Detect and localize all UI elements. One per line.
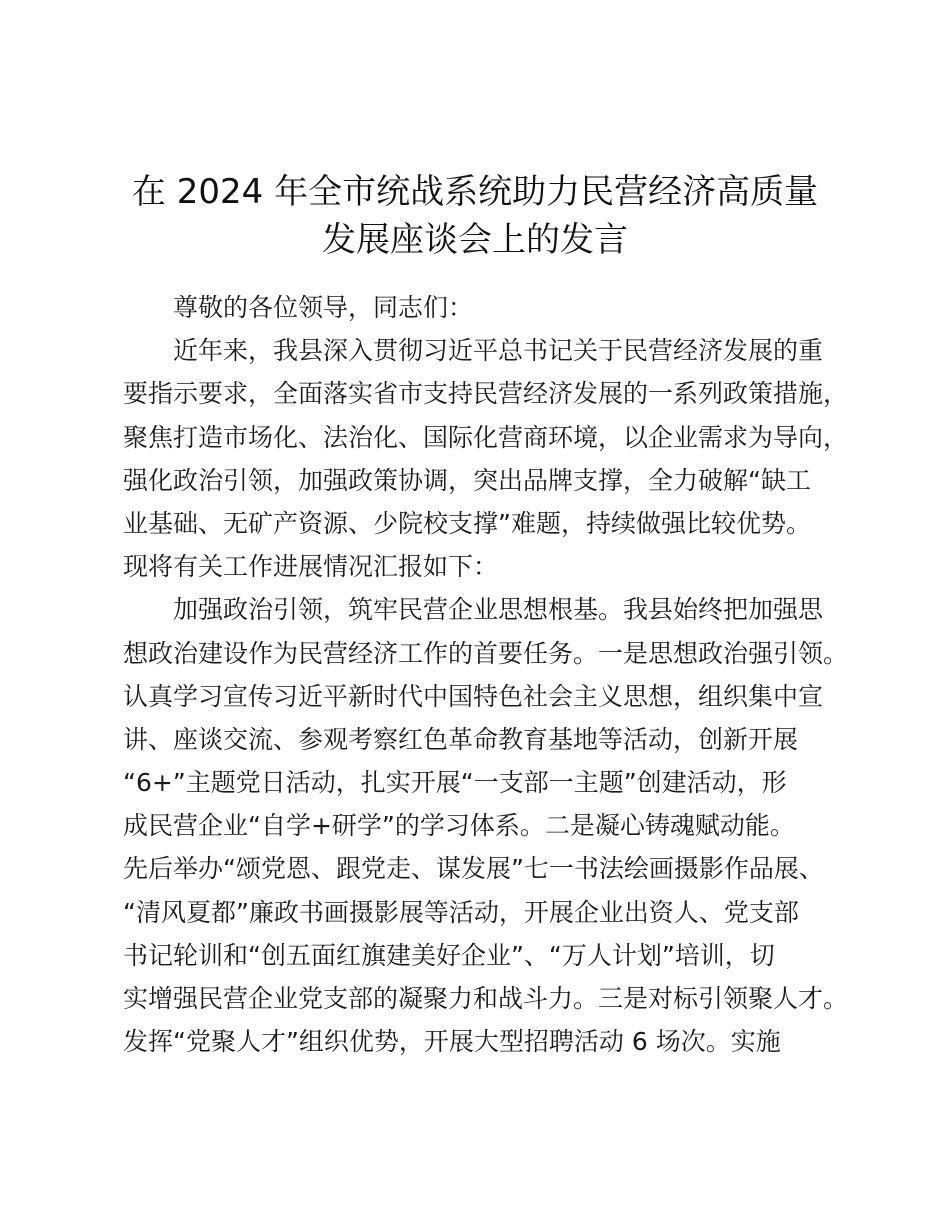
paragraph-line: 加强政治引领，筑牢民营企业思想根基。我县始终把加强思 (173, 595, 824, 625)
paragraph-line: 近年来，我县深入贯彻习近平总书记关于民营经济发展的重 (173, 336, 824, 366)
paragraph-line: 成民营企业“自学+研学”的学习体系。二是凝心铸魂赋动能。 (123, 811, 795, 841)
paragraph-line: 先后举办“颂党恩、跟党走、谋发展”七一书法绘画摄影作品展、 (123, 854, 824, 884)
paragraph-line: 发挥“党聚人才”组织优势，开展大型招聘活动 6 场次。实施 (123, 1027, 781, 1057)
paragraph-line: 想政治建设作为民营经济工作的首要任务。一是思想政治强引领。 (123, 638, 849, 668)
paragraph-line: 要指示要求，全面落实省市支持民营经济发展的一系列政策措施， (123, 379, 849, 409)
paragraph-line: 书记轮训和“创五面红旗建美好企业”、“万人计划”培训，切 (123, 940, 775, 970)
paragraph-line: 实增强民营企业党支部的凝聚力和战斗力。三是对标引领聚人才。 (123, 984, 849, 1013)
paragraph-line: “清风夏都”廉政书画摄影展等活动，开展企业出资人、党支部 (123, 897, 799, 927)
paragraph-line: “6+”主题党日活动，扎实开展“一支部一主题”创建活动，形 (123, 768, 787, 798)
title-line: 在 2024 年全市统战系统助力民营经济高质量 (131, 172, 819, 212)
paragraph-line: 认真学习宣传习近平新时代中国特色社会主义思想，组织集中宣 (123, 681, 824, 711)
paragraph-line: 讲、座谈交流、参观考察红色革命教育基地等活动，创新开展 (123, 724, 799, 754)
salutation: 尊敬的各位领导，同志们： (173, 293, 474, 322)
paragraph-line: 业基础、无矿产资源、少院校支撑”难题，持续做强比较优势。 (123, 508, 811, 538)
title-line: 发展座谈会上的发言 (322, 220, 628, 260)
paragraph-line: 聚焦打造市场化、法治化、国际化营商环境，以企业需求为导向， (123, 422, 849, 452)
document-title (0, 168, 950, 264)
paragraph-line: 强化政治引领，加强政策协调，突出品牌支撑，全力破解“缺工 (123, 465, 811, 495)
paragraph-line: 现将有关工作进展情况汇报如下： (123, 552, 499, 582)
document-body (123, 286, 849, 1063)
